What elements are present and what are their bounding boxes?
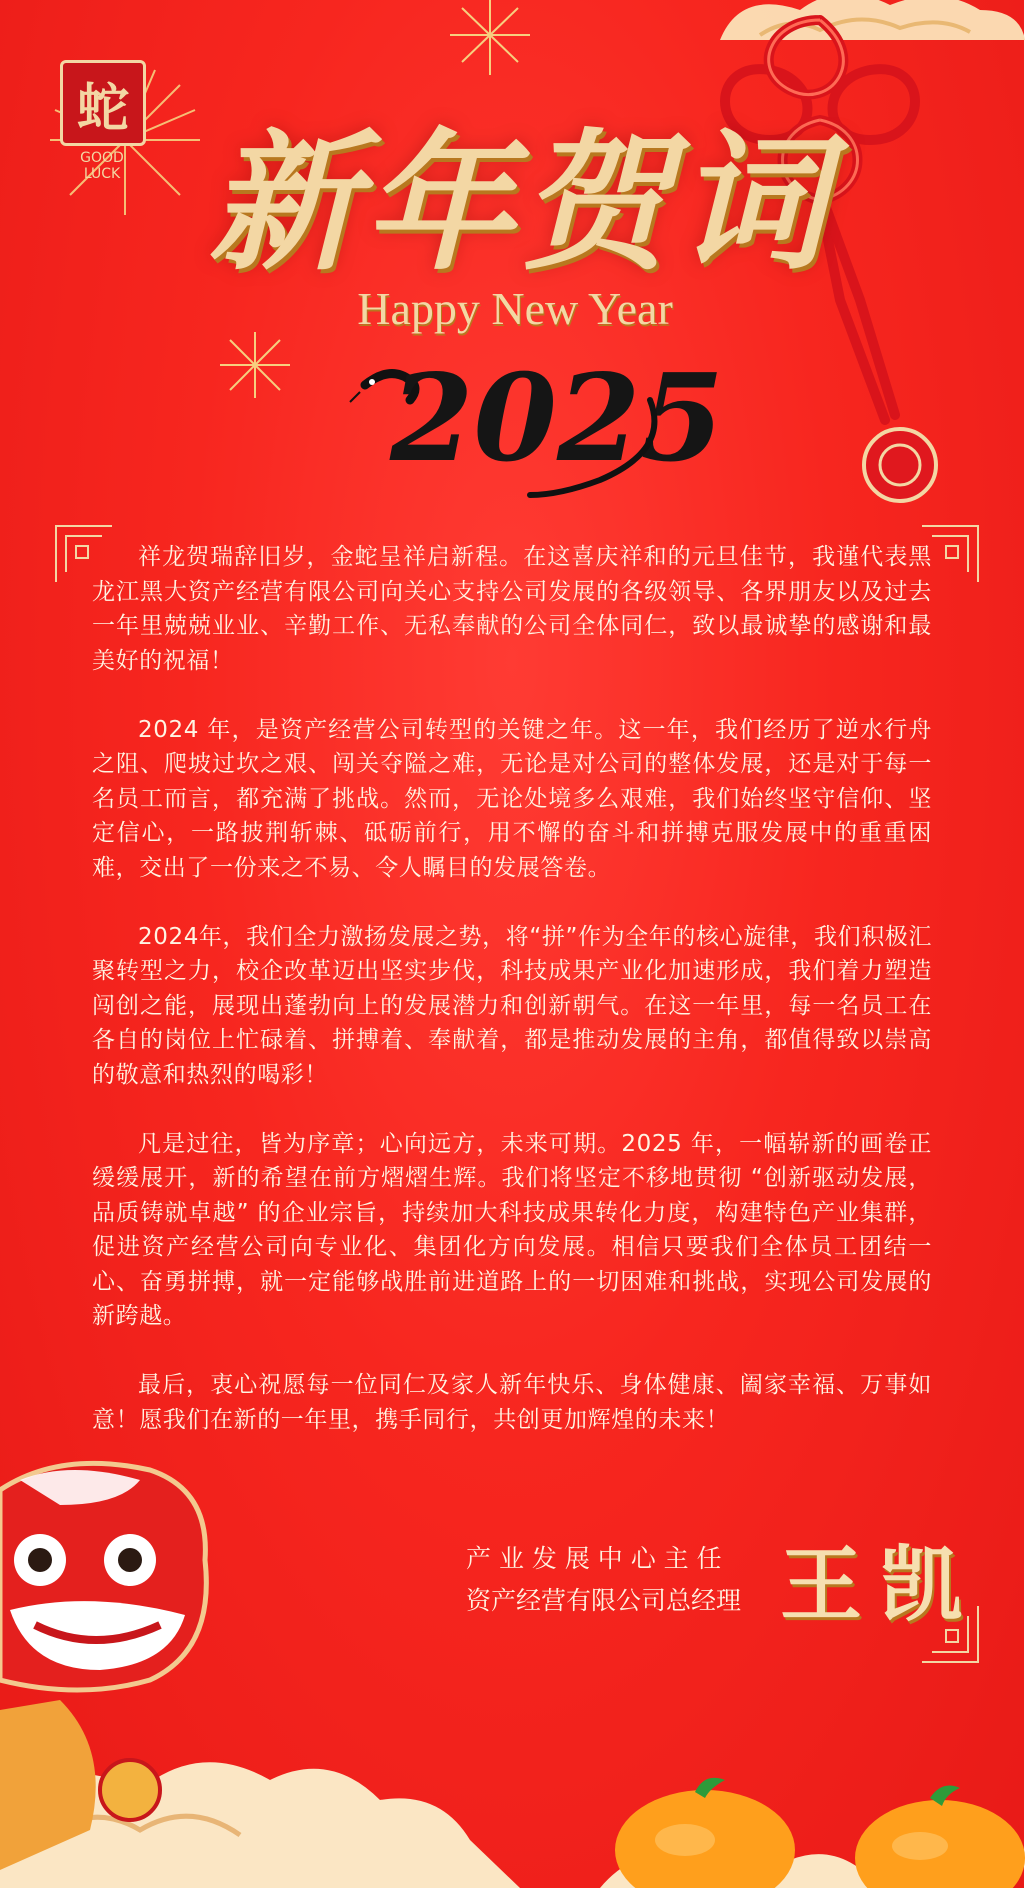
paragraph: 祥龙贺瑞辞旧岁，金蛇呈祥启新程。在这喜庆祥和的元旦佳节，我谨代表黑龙江黑大资产经营有限公司向关心支持公司发展的各级领导、各界朋友以及过去一年里兢兢业业、辛勤工作、无私奉献的公司全体同仁，致以最诚挚的感谢和最美好的祝福！ [92,544,932,674]
page-title: 新年贺词 [207,115,832,291]
paragraph: 2024年，我们全力激扬发展之势，将“拼”作为全年的核心旋律，我们积极汇聚转型之力，校企改革迈出坚实步伐，科技成果产业化加速形成，我们着力塑造闯创之能，展现出蓬勃向上的发展潜力和创新朝气。在这一年里，每一名员工在各自的岗位上忙碌着、拼搏着、奉献着，都是推动发展的主角，都值得致以崇高的敬意和热烈的喝彩！ [92,923,932,1088]
orange-fruit-icon [610,1770,800,1888]
letter-body [92,540,932,1472]
snake-calligraphy-icon [350,330,724,500]
page-subtitle: Happy New Year [357,283,673,334]
badge-caption: GOOD LUCK [80,150,124,182]
paragraph: 凡是过往，皆为序章；心向远方，未来可期。2025 年，一幅崭新的画卷正缓缓展开，新的希望在前方熠熠生辉。我们将坚定不移地贯彻 “创新驱动发展，品质铸就卓越” 的企业宗旨，持续加大科技成果转化力度，构建特色产业集群，促进资产经营公司向专业化、集团化方向发展。相信只要我们全体员工团结一心、奋勇拼搏，就一定能够战胜前进道路上的一切困难和挑战，实现公司发展的新跨越。 [92,1130,932,1329]
signature-titles [466,1538,756,1622]
signature-title-line: 产 业 发 展 中 心 主 任 [466,1544,722,1573]
firework-icon [215,330,295,400]
year-2025 [350,330,724,500]
signature-title-line: 资产经营有限公司总经理 [466,1586,742,1615]
snake-badge: 蛇 [60,60,146,146]
paragraph: 2024 年，是资产经营公司转型的关键之年。这一年，我们经历了逆水行舟之阻、爬坡过坎之艰、闯关夺隘之难，无论是对公司的整体发展，还是对于每一名员工而言，都充满了挑战。然而，无论处境多么艰难，我们始终坚守信仰、坚定信心，一路披荆斩棘、砥砺前行，用不懈的奋斗和拼搏克服发展中的重重困难，交出了一份来之不易、令人瞩目的发展答卷。 [92,716,932,881]
paragraph: 最后，衷心祝愿每一位同仁及家人新年快乐、身体健康、阖家幸福、万事如意！愿我们在新的一年里，携手同行，共创更加辉煌的未来！ [92,1372,932,1433]
lion-dance-icon [0,1450,220,1870]
signature-name: 王凯 [780,1537,981,1633]
orange-fruit-icon [850,1780,1024,1888]
firework-icon [440,0,540,80]
year-text: 2025 [390,348,724,489]
